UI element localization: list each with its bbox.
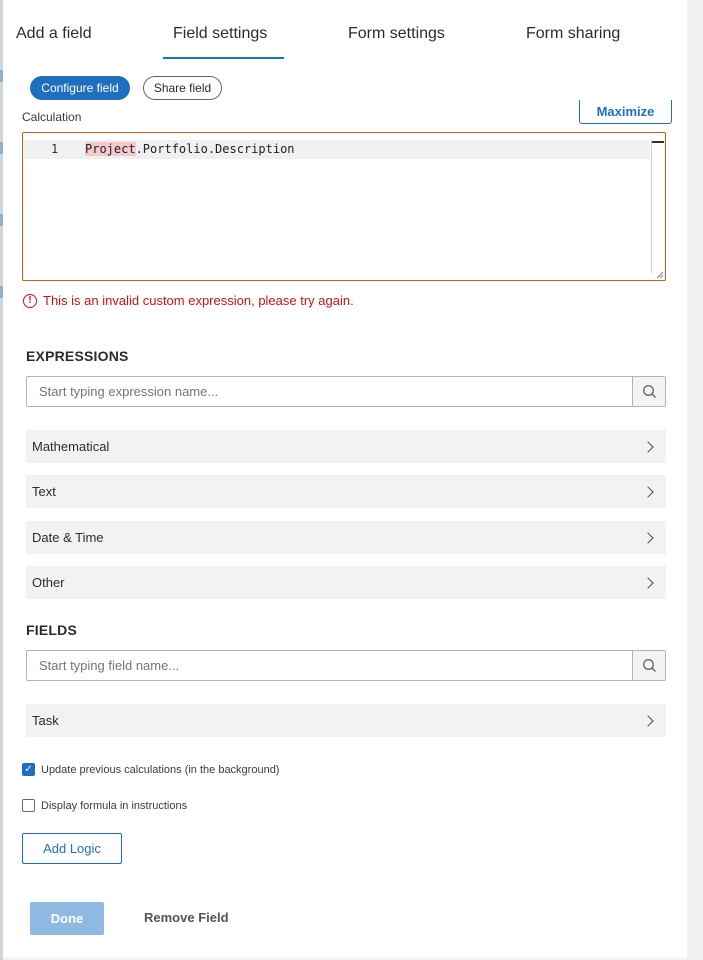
error-text: This is an invalid custom expression, please try again. <box>43 293 354 308</box>
error-icon: ! <box>23 294 37 308</box>
resize-grip-icon[interactable] <box>656 271 664 279</box>
expression-search-button[interactable] <box>632 377 665 406</box>
search-icon <box>642 658 657 673</box>
fields-heading: FIELDS <box>26 622 77 638</box>
field-search-input[interactable] <box>27 651 632 680</box>
calculation-editor[interactable] <box>22 132 666 281</box>
editor-scroll-thumb[interactable] <box>652 141 664 143</box>
category-label: Task <box>32 713 59 728</box>
active-tab-indicator <box>163 57 284 59</box>
tab-field-settings[interactable]: Field settings <box>173 25 268 42</box>
expression-category-date-time[interactable] <box>26 521 666 554</box>
editor-scrollbar[interactable] <box>651 139 652 273</box>
category-label: Mathematical <box>32 439 110 454</box>
invalid-token: Project <box>85 142 136 156</box>
line-number: 1 <box>51 142 59 156</box>
code-line[interactable] <box>85 142 295 156</box>
add-logic-button[interactable]: Add Logic <box>22 833 122 864</box>
configure-field-button[interactable]: Configure field <box>30 76 130 100</box>
category-label: Text <box>32 484 56 499</box>
search-icon <box>642 384 657 399</box>
category-label: Date & Time <box>32 530 104 545</box>
chevron-right-icon <box>642 532 653 543</box>
error-message <box>23 293 354 308</box>
done-button[interactable]: Done <box>30 902 104 935</box>
display-formula-label: Display formula in instructions <box>41 799 188 812</box>
update-previous-label: Update previous calculations (in the background) <box>41 763 280 776</box>
tab-form-settings[interactable]: Form settings <box>348 25 445 42</box>
update-previous-option[interactable] <box>22 763 279 776</box>
remove-field-button[interactable]: Remove Field <box>144 910 229 925</box>
field-settings-panel <box>3 0 687 957</box>
share-field-button[interactable]: Share field <box>143 76 222 100</box>
display-formula-option[interactable] <box>22 799 187 812</box>
code-text: .Portfolio.Description <box>135 142 295 156</box>
field-search-button[interactable] <box>632 651 665 680</box>
field-search <box>26 650 666 681</box>
expression-category-text[interactable] <box>26 475 666 508</box>
expression-category-other[interactable] <box>26 566 666 599</box>
chevron-right-icon <box>642 577 653 588</box>
expression-search-input[interactable] <box>27 377 632 406</box>
display-formula-checkbox[interactable] <box>22 799 35 812</box>
tab-bar <box>3 0 687 60</box>
maximize-button[interactable]: Maximize <box>579 100 672 124</box>
update-previous-checkbox[interactable]: ✓ <box>22 763 35 776</box>
calculation-label: Calculation <box>22 110 82 124</box>
field-category-task[interactable] <box>26 704 666 737</box>
tab-form-sharing[interactable]: Form sharing <box>526 25 621 42</box>
expression-category-mathematical[interactable] <box>26 430 666 463</box>
category-label: Other <box>32 575 65 590</box>
chevron-right-icon <box>642 715 653 726</box>
chevron-right-icon <box>642 441 653 452</box>
expression-search <box>26 376 666 407</box>
tab-add-a-field[interactable]: Add a field <box>16 25 92 42</box>
chevron-right-icon <box>642 486 653 497</box>
right-edge <box>687 0 703 960</box>
expressions-heading: EXPRESSIONS <box>26 348 129 364</box>
